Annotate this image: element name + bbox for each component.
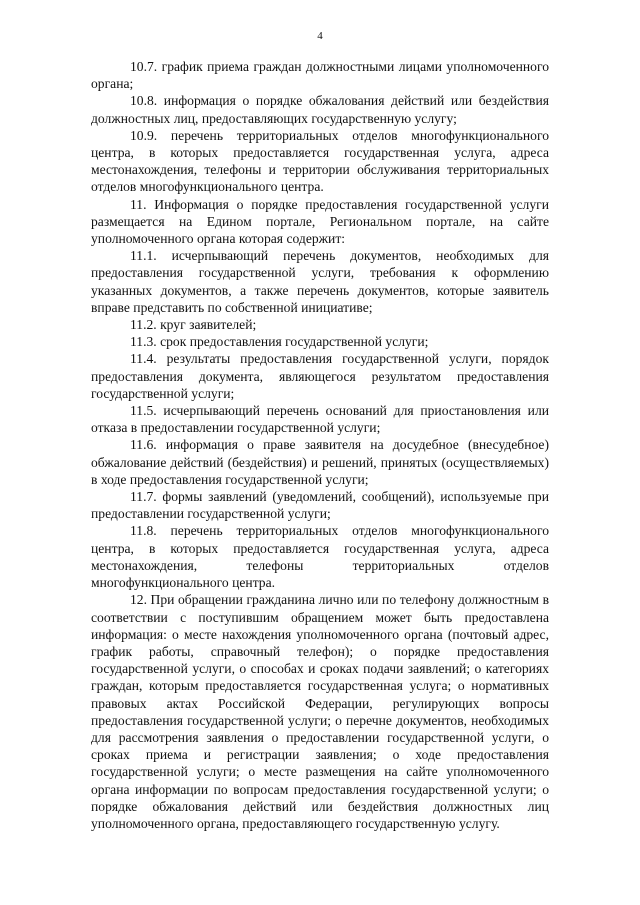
paragraph-10-7: 10.7. график приема граждан должностными лицами уполномоченного органа; xyxy=(91,59,549,92)
paragraph-11-5: 11.5. исчерпывающий перечень оснований для приостановления или отказа в предоставлении государственной услуги; xyxy=(91,403,549,436)
paragraph-11-2: 11.2. круг заявителей; xyxy=(130,317,257,333)
page-number: 4 xyxy=(317,30,323,42)
paragraph-11-8: 11.8. перечень территориальных отделов многофункционального центра, в которых предоставляется государственная услуга, адреса местонахождения, телефоны территориальных отделов многофункционального центра. xyxy=(91,523,549,591)
paragraph-11-6: 11.6. информация о праве заявителя на досудебное (внесудебное) обжалование действий (бездействия) и решений, принятых (осуществляемых) в ходе предоставления государственной услуги; xyxy=(91,437,549,487)
paragraph-12: 12. При обращении гражданина лично или по телефону должностным в соответствии с поступившим обращением может быть предоставлена информация: о месте нахождения уполномоченного органа (почтовый адрес, график работы, справочный телефон); о порядке предоставления государственной услуги, о способах и сроках подачи заявлений; о категориях граждан, которым предоставляется государственная услуга; о нормативных правовых актах Российской Федерации, регулирующих вопросы предоставления государственной услуги; о перечне документов, необходимых для рассмотрения заявления о предоставлении государственной услуги, о сроках приема и регистрации заявления; о ходе предоставления государственной услуги; о месте размещения на сайте уполномоченного органа информации по вопросам предоставления государственной услуги; о порядке обжалования действий или бездействия должностных лиц уполномоченного органа, предоставляющего государственную услугу. xyxy=(91,592,549,831)
paragraph-11-7: 11.7. формы заявлений (уведомлений, сообщений), используемые при предоставлении государственной услуги; xyxy=(91,489,549,522)
document-body xyxy=(91,58,549,832)
paragraph-10-8: 10.8. информация о порядке обжалования действий или бездействия должностных лиц, предоставляющих государственную услугу; xyxy=(91,93,549,126)
paragraph-11-4: 11.4. результаты предоставления государственной услуги, порядок предоставления документа, являющегося результатом предоставления государственной услуги; xyxy=(91,351,549,401)
paragraph-11-3: 11.3. срок предоставления государственной услуги; xyxy=(130,334,429,350)
paragraph-10-9: 10.9. перечень территориальных отделов многофункционального центра, в которых предоставляется государственная услуга, адреса местонахождения, телефоны и территории обслуживания территориальных отделов многофункционального центра. xyxy=(91,127,549,195)
paragraph-11-1: 11.1. исчерпывающий перечень документов, необходимых для предоставления государственной услуги, требования к оформлению указанных документов, а также перечень документов, которые заявитель вправе представить по собственной инициативе; xyxy=(91,248,549,315)
paragraph-11: 11. Информация о порядке предоставления государственной услуги размещается на Едином портале, Региональном портале, на сайте уполномоченного органа которая содержит: xyxy=(91,196,549,247)
